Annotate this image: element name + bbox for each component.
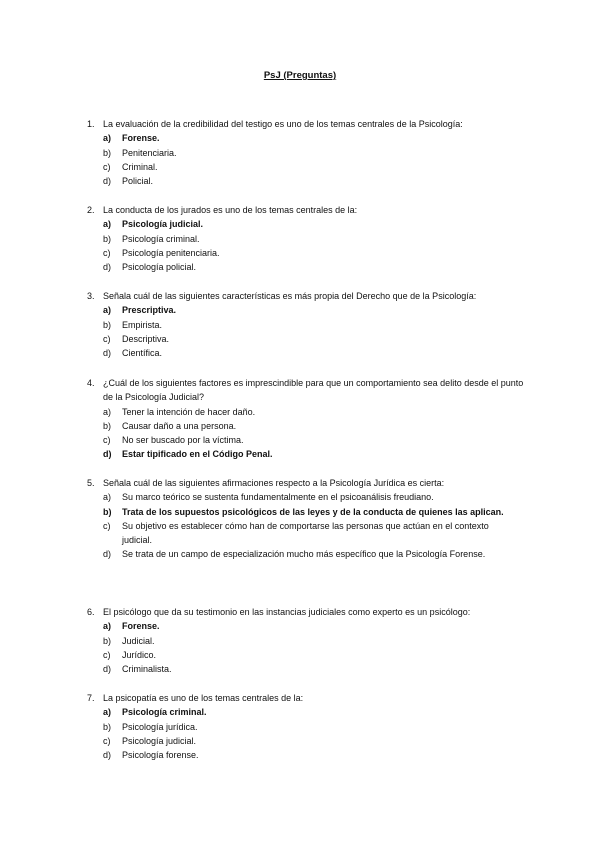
option-text: Prescriptiva.: [122, 305, 177, 316]
question-number: 5.: [87, 478, 95, 488]
option-c: [0, 160, 600, 174]
option-letter: b): [103, 635, 112, 646]
option-letter: a): [103, 406, 112, 417]
option-text: Su marco teórico se sustenta fundamentalmente en el psicoanálisis freudiano.: [122, 492, 434, 503]
option-a-correct: [0, 705, 600, 719]
option-letter: a): [103, 305, 112, 316]
option-letter: d): [103, 549, 112, 560]
option-text: Su objetivo es establecer cómo han de comportarse las personas que actúan en el contexto judicial.: [122, 520, 489, 546]
question-text: La evaluación de la credibilidad del testigo es uno de los temas centrales de la Psicología:: [103, 119, 463, 129]
option-text: Psicología forense.: [122, 750, 199, 761]
question-4: [0, 376, 600, 462]
option-text: Jurídico.: [122, 649, 157, 660]
option-text: Penitenciaria.: [122, 147, 177, 158]
question-number: 6.: [87, 607, 95, 617]
question-stem: [0, 605, 600, 619]
option-b: [0, 232, 600, 246]
option-text: Científica.: [122, 348, 163, 359]
option-c: [0, 519, 600, 548]
option-letter: c): [103, 247, 111, 258]
option-text: Trata de los supuestos psicológicos de las leyes y de la conducta de quienes las aplican.: [122, 506, 504, 517]
question-number: 2.: [87, 205, 95, 215]
option-text: Psicología penitenciaria.: [122, 247, 220, 258]
option-text: Judicial.: [122, 635, 155, 646]
option-letter: b): [103, 319, 112, 330]
option-letter: d): [103, 449, 112, 460]
option-b: [0, 419, 600, 433]
option-d: [0, 346, 600, 360]
option-text: Criminalista.: [122, 664, 172, 675]
option-letter: c): [103, 735, 111, 746]
option-text: Forense.: [122, 133, 160, 144]
option-letter: b): [103, 506, 112, 517]
option-letter: a): [103, 621, 112, 632]
option-letter: d): [103, 664, 112, 675]
option-b: [0, 146, 600, 160]
option-letter: c): [103, 649, 111, 660]
question-stem: [0, 691, 600, 705]
option-text: Forense.: [122, 621, 160, 632]
option-a-correct: [0, 303, 600, 317]
page-title: PsJ (Preguntas): [263, 70, 337, 81]
option-letter: c): [103, 520, 111, 531]
question-3: [0, 289, 600, 360]
option-text: Descriptiva.: [122, 333, 170, 344]
option-text: Se trata de un campo de especialización mucho más específico que la Psicología Forense.: [122, 549, 486, 560]
question-stem: [0, 117, 600, 131]
option-text: Psicología criminal.: [122, 707, 207, 718]
option-text: Empirista.: [122, 319, 163, 330]
option-text: Psicología policial.: [122, 262, 197, 273]
option-letter: d): [103, 176, 112, 187]
option-c: [0, 734, 600, 748]
option-b-correct: [0, 505, 600, 519]
option-letter: b): [103, 233, 112, 244]
question-stem: [0, 376, 600, 405]
question-stem: [0, 203, 600, 217]
option-text: Causar daño a una persona.: [122, 420, 237, 431]
question-text: Señala cuál de las siguientes afirmaciones respecto a la Psicología Jurídica es cierta:: [103, 478, 445, 488]
option-letter: b): [103, 721, 112, 732]
option-b: [0, 318, 600, 332]
option-text: Psicología jurídica.: [122, 721, 198, 732]
option-c: [0, 433, 600, 447]
option-letter: a): [103, 219, 112, 230]
option-text: Psicología judicial.: [122, 219, 204, 230]
option-d: [0, 174, 600, 188]
question-5: [0, 476, 600, 562]
option-b: [0, 720, 600, 734]
question-stem: [0, 476, 600, 490]
option-letter: a): [103, 133, 112, 144]
option-a: [0, 405, 600, 419]
option-d-correct: [0, 447, 600, 461]
question-stem: [0, 289, 600, 303]
question-text: El psicólogo que da su testimonio en las instancias judiciales como experto es un psicólogo:: [103, 607, 471, 617]
option-a-correct: [0, 131, 600, 145]
option-letter: b): [103, 147, 112, 158]
option-text: Estar tipificado en el Código Penal.: [122, 449, 273, 460]
question-text: Señala cuál de las siguientes características es más propia del Derecho que de la Psicología:: [103, 291, 477, 301]
option-text: Psicología judicial.: [122, 735, 197, 746]
option-d: [0, 748, 600, 762]
option-letter: c): [103, 435, 111, 446]
option-letter: b): [103, 420, 112, 431]
option-letter: d): [103, 262, 112, 273]
option-letter: c): [103, 161, 111, 172]
question-text: La psicopatía es uno de los temas centrales de la:: [103, 693, 304, 703]
option-letter: d): [103, 750, 112, 761]
option-c: [0, 332, 600, 346]
option-text: Policial.: [122, 176, 154, 187]
option-d: [0, 662, 600, 676]
option-text: Criminal.: [122, 161, 158, 172]
option-a-correct: [0, 217, 600, 231]
option-b: [0, 634, 600, 648]
option-text: No ser buscado por la víctima.: [122, 435, 244, 446]
question-text: La conducta de los jurados es uno de los temas centrales de la:: [103, 205, 358, 215]
option-c: [0, 648, 600, 662]
question-2: [0, 203, 600, 274]
question-number: 3.: [87, 291, 95, 301]
question-1: [0, 117, 600, 188]
question-text: ¿Cuál de los siguientes factores es imprescindible para que un comportamiento sea delito desde el punto de la Psicología Judicial?: [103, 378, 524, 403]
option-a: [0, 490, 600, 504]
option-letter: a): [103, 492, 112, 503]
option-text: Tener la intención de hacer daño.: [122, 406, 256, 417]
question-number: 4.: [87, 378, 95, 388]
option-letter: c): [103, 333, 111, 344]
option-d: [0, 260, 600, 274]
option-c: [0, 246, 600, 260]
option-text: Psicología criminal.: [122, 233, 200, 244]
question-number: 1.: [87, 119, 95, 129]
option-letter: d): [103, 348, 112, 359]
question-number: 7.: [87, 693, 95, 703]
question-7: [0, 691, 600, 762]
option-letter: a): [103, 707, 112, 718]
option-d: [0, 547, 600, 561]
option-a-correct: [0, 619, 600, 633]
question-6: [0, 605, 600, 676]
